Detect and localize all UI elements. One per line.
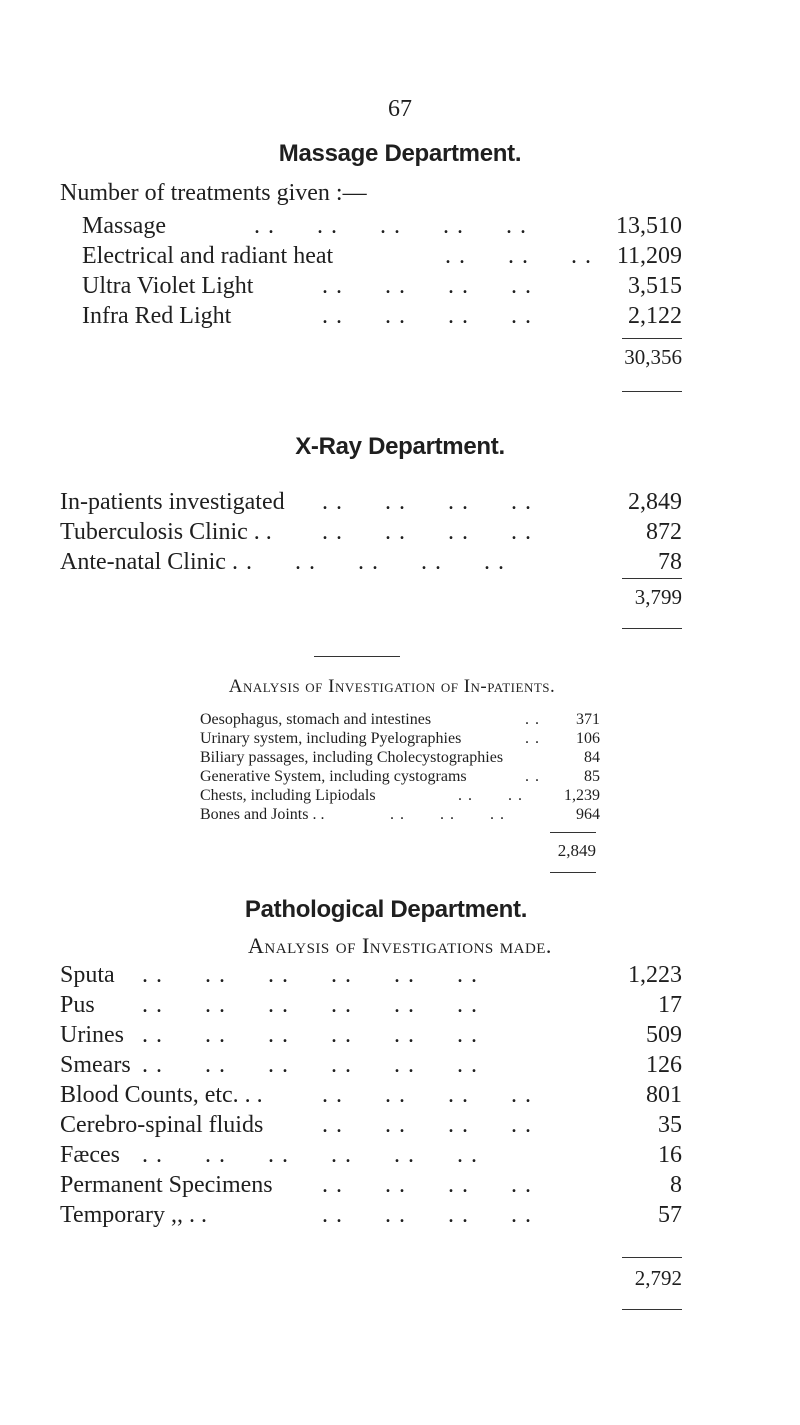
divider <box>622 338 682 339</box>
pathology-total: 2,792 <box>634 1266 682 1290</box>
list-item: Sputa . . . . . . . . . . . . 1,223 <box>60 962 682 988</box>
list-item: Ultra Violet Light . . . . . . . . 3,515 <box>82 273 682 299</box>
item-value: 509 <box>646 1022 682 1048</box>
section-divider <box>314 656 400 657</box>
divider <box>622 391 682 392</box>
list-item: Oesophagus, stomach and intestines . . 371 <box>200 711 600 728</box>
list-item: Cerebro-spinal fluids . . . . . . . . 35 <box>60 1112 682 1138</box>
item-label: Massage <box>82 213 166 239</box>
item-value: 964 <box>576 806 600 823</box>
xray-heading: X-Ray Department. <box>295 433 505 460</box>
xray-total: 3,799 <box>634 585 682 609</box>
item-label: Pus <box>60 992 95 1018</box>
item-value: 57 <box>658 1202 682 1228</box>
list-item: Blood Counts, etc. . . . . . . . . . . 801 <box>60 1082 682 1108</box>
item-value: 8 <box>670 1172 682 1198</box>
item-value: 3,515 <box>628 273 682 299</box>
massage-intro: Number of treatments given :— <box>60 180 367 206</box>
list-item: Fæces . . . . . . . . . . . . 16 <box>60 1142 682 1168</box>
xray-list <box>60 487 682 577</box>
list-item: Temporary ,, . . . . . . . . . . 57 <box>60 1202 682 1228</box>
item-label: Temporary ,, . . <box>60 1202 207 1228</box>
item-label: Oesophagus, stomach and intestines <box>200 711 432 728</box>
divider <box>622 578 682 579</box>
item-label: Chests, including Lipiodals <box>200 787 376 804</box>
item-value: 13,510 <box>616 213 682 239</box>
divider <box>550 832 596 833</box>
item-label: Generative System, including cystograms <box>200 768 467 785</box>
item-label: Ultra Violet Light <box>82 273 254 299</box>
item-label: Ante-natal Clinic <box>60 549 226 575</box>
item-label: Bones and Joints . . <box>200 806 325 823</box>
item-value: 106 <box>576 730 600 747</box>
item-value: 11,209 <box>616 243 682 269</box>
item-value: 1,239 <box>564 787 600 804</box>
pathology-list <box>60 960 682 1230</box>
analysis-heading: Analysis of Investigation of In-patients. <box>228 676 556 697</box>
divider <box>550 872 596 873</box>
item-value: 35 <box>658 1112 682 1138</box>
item-value: 872 <box>646 519 682 545</box>
item-value: 2,849 <box>628 489 682 515</box>
list-item: Chests, including Lipiodals . . . . 1,239 <box>200 787 600 804</box>
analysis-list <box>200 710 600 824</box>
list-item: Infra Red Light . . . . . . . . 2,122 <box>82 303 682 329</box>
item-value: 84 <box>584 749 600 766</box>
massage-list <box>82 211 682 331</box>
item-value: 16 <box>658 1142 682 1168</box>
list-item: Permanent Specimens . . . . . . . . 8 <box>60 1172 682 1198</box>
list-item: Pus . . . . . . . . . . . . 17 <box>60 992 682 1018</box>
list-item: Massage . . . . . . . . . . 13,510 <box>82 213 682 239</box>
divider <box>622 1257 682 1258</box>
list-item: Electrical and radiant heat . . . . . . 11,209 <box>82 243 682 269</box>
pathology-heading: Pathological Department. <box>244 896 528 923</box>
item-value: 78 <box>658 549 682 575</box>
item-label: Urinary system, including Pyelographies <box>200 730 462 747</box>
item-label: In-patients investigated <box>60 489 285 515</box>
item-label: Urines <box>60 1022 124 1048</box>
pathology-subheading: Analysis of Investigations made. <box>248 933 552 958</box>
list-item: Tuberculosis Clinic . . . . . . . . . . 872 <box>60 519 682 545</box>
massage-total: 30,356 <box>624 345 682 369</box>
item-value: 2,122 <box>628 303 682 329</box>
item-label: Sputa <box>60 962 115 988</box>
item-label: Permanent Specimens <box>60 1172 273 1198</box>
item-value: 17 <box>658 992 682 1018</box>
list-item: Bones and Joints . . . . . . . . 964 <box>200 806 600 823</box>
divider <box>622 628 682 629</box>
item-value: 371 <box>576 711 600 728</box>
list-item: Smears . . . . . . . . . . . . 126 <box>60 1052 682 1078</box>
list-item <box>200 748 600 767</box>
item-label: Biliary passages, including Cholecystographies <box>200 749 504 766</box>
item-value: 1,223 <box>628 962 682 988</box>
analysis-total: 2,849 <box>557 841 596 860</box>
item-label: Cerebro-spinal fluids <box>60 1112 264 1138</box>
item-value: 85 <box>584 768 600 785</box>
item-value: 801 <box>646 1082 682 1108</box>
massage-heading: Massage Department. <box>278 140 522 167</box>
item-label: Tuberculosis Clinic . . <box>60 519 272 545</box>
item-label: Smears <box>60 1052 131 1078</box>
item-label: Fæces <box>60 1142 120 1168</box>
item-label: Electrical and radiant heat <box>82 243 334 269</box>
list-item: Generative System, including cystograms . . 85 <box>200 768 600 785</box>
page-number: 67 <box>388 96 412 122</box>
divider <box>622 1309 682 1310</box>
item-value: 126 <box>646 1052 682 1078</box>
list-item: Ante-natal Clinic . . . . . . . . . . 78 <box>60 549 682 575</box>
list-item: Urines . . . . . . . . . . . . 509 <box>60 1022 682 1048</box>
item-label: Infra Red Light <box>82 303 232 329</box>
list-item: Urinary system, including Pyelographies . . 106 <box>200 730 600 747</box>
list-item: In-patients investigated . . . . . . . . 2,849 <box>60 489 682 515</box>
item-label: Blood Counts, etc. . . <box>60 1082 263 1108</box>
